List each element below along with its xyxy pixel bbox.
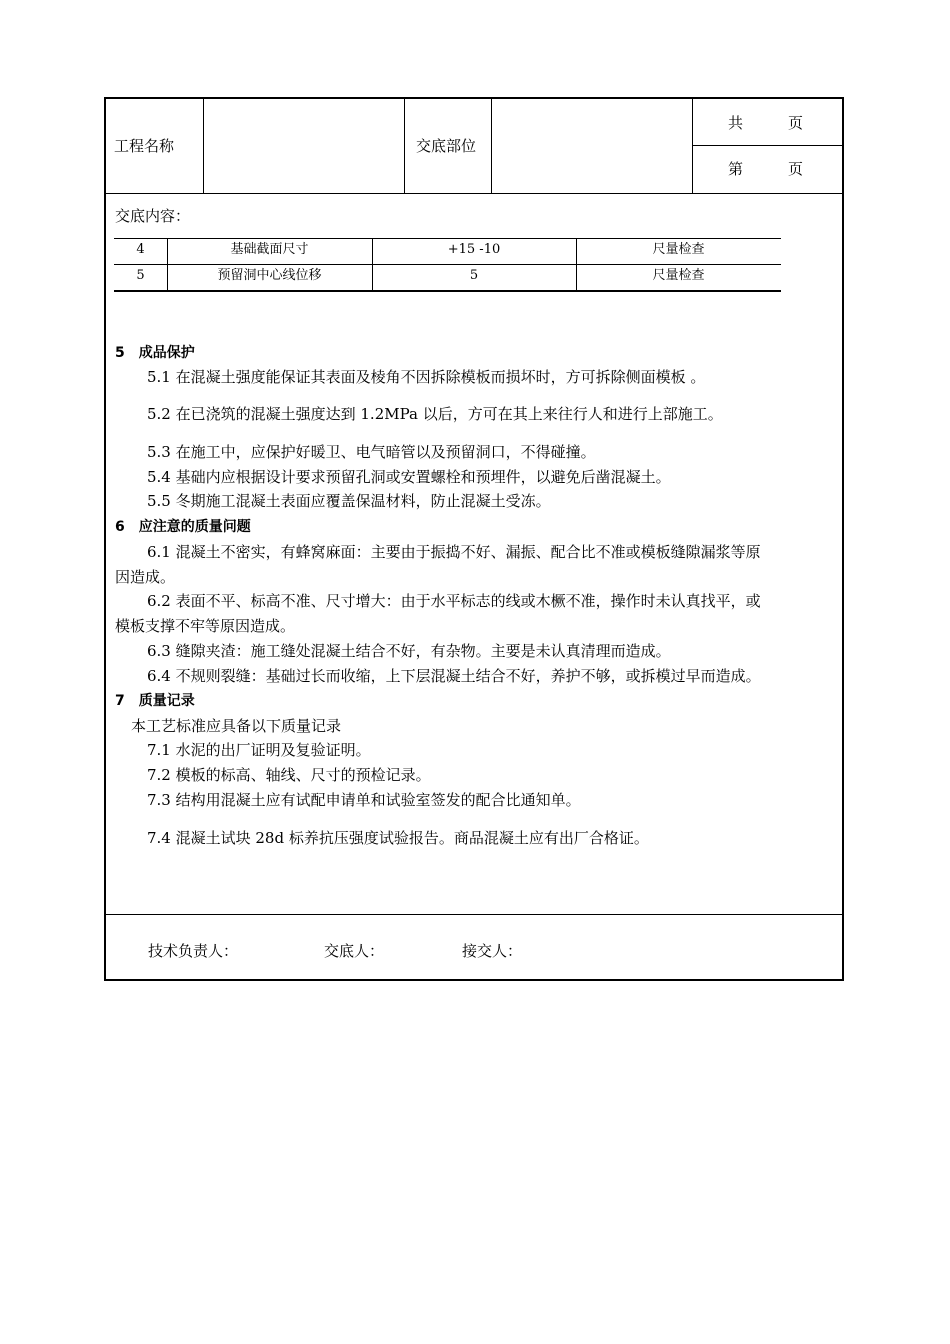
disclosure-form xyxy=(104,97,844,981)
paragraph-5-3: 5.3 在施工中，应保护好暖卫、电气暗管以及预留洞口，不得碰撞。 xyxy=(147,443,596,461)
table-cell-item: 预留洞中心线位移 xyxy=(217,268,322,283)
header-divider xyxy=(404,99,405,193)
table-cell-tolerance: +15 -10 xyxy=(447,242,501,257)
paragraph-6-1-cont: 因造成。 xyxy=(115,568,176,586)
receiver-signature[interactable]: 接交人： xyxy=(462,942,523,960)
section-7-title: 7 质量记录 xyxy=(115,693,195,709)
paragraph-5-1: 5.1 在混凝土强度能保证其表面及棱角不因拆除模板而损坏时，方可拆除侧面模板 。 xyxy=(147,368,706,386)
paragraph-6-2-cont: 模板支撑不牢等原因造成。 xyxy=(115,617,296,635)
table-cell-no: 5 xyxy=(136,268,145,283)
project-name-label: 工程名称 xyxy=(114,137,175,155)
content-label: 交底内容： xyxy=(115,207,191,225)
section-5-title: 5 成品保护 xyxy=(115,345,195,361)
paragraph-5-4: 5.4 基础内应根据设计要求预留孔洞或安置螺栓和预埋件，以避免后凿混凝土。 xyxy=(147,468,671,486)
table-cell-tolerance: 5 xyxy=(469,268,479,283)
paragraph-6-2: 6.2 表面不平、标高不准、尺寸增大：由于水平标志的线或木橛不准，操作时未认真找平，或 xyxy=(147,592,761,610)
paragraph-7-2: 7.2 模板的标高、轴线、尺寸的预检记录。 xyxy=(147,766,431,784)
table-cell-method: 尺量检查 xyxy=(652,268,705,283)
page-number-label: 第 页 xyxy=(728,160,804,178)
table-rule xyxy=(114,264,781,265)
signature-divider xyxy=(106,914,842,915)
paragraph-6-1: 6.1 混凝土不密实，有蜂窝麻面：主要由于振捣不好、漏振、配合比不准或模板缝隙漏浆等原 xyxy=(147,543,761,561)
header-divider xyxy=(203,99,204,193)
section-6-title: 6 应注意的质量问题 xyxy=(115,519,251,535)
paragraph-7-1: 7.1 水泥的出厂证明及复验证明。 xyxy=(147,741,371,759)
location-label: 交底部位 xyxy=(416,137,477,155)
tech-lead-signature[interactable]: 技术负责人： xyxy=(148,942,239,960)
table-cell-no: 4 xyxy=(136,242,145,257)
table-cell-item: 基础截面尺寸 xyxy=(230,242,309,257)
paragraph-7-4: 7.4 混凝土试块 28d 标养抗压强度试验报告。商品混凝土应有出厂合格证。 xyxy=(147,829,649,847)
paragraph-5-2: 5.2 在已浇筑的混凝土强度达到 1.2MPa 以后，方可在其上来往行人和进行上部施工。 xyxy=(147,405,723,423)
paragraph-7-3: 7.3 结构用混凝土应有试配申请单和试验室签发的配合比通知单。 xyxy=(147,791,581,809)
header-divider xyxy=(491,99,492,193)
form-header xyxy=(106,99,842,194)
table-cell-method: 尺量检查 xyxy=(652,242,705,257)
paragraph-6-3: 6.3 缝隙夹渣：施工缝处混凝土结合不好，有杂物。主要是未认真清理而造成。 xyxy=(147,642,671,660)
paragraph-5-5: 5.5 冬期施工混凝土表面应覆盖保温材料，防止混凝土受冻。 xyxy=(147,492,551,510)
tolerance-table xyxy=(114,238,781,291)
paragraph-6-4: 6.4 不规则裂缝：基础过长而收缩，上下层混凝土结合不好，养护不够，或拆模过早而造成。 xyxy=(147,667,761,685)
paragraph-7-intro: 本工艺标准应具备以下质量记录 xyxy=(131,717,342,735)
header-divider xyxy=(692,145,842,146)
discloser-signature[interactable]: 交底人： xyxy=(324,942,385,960)
table-rule xyxy=(114,290,781,292)
total-pages-label: 共 页 xyxy=(728,114,804,132)
table-rule xyxy=(114,238,781,239)
header-divider xyxy=(692,99,693,193)
